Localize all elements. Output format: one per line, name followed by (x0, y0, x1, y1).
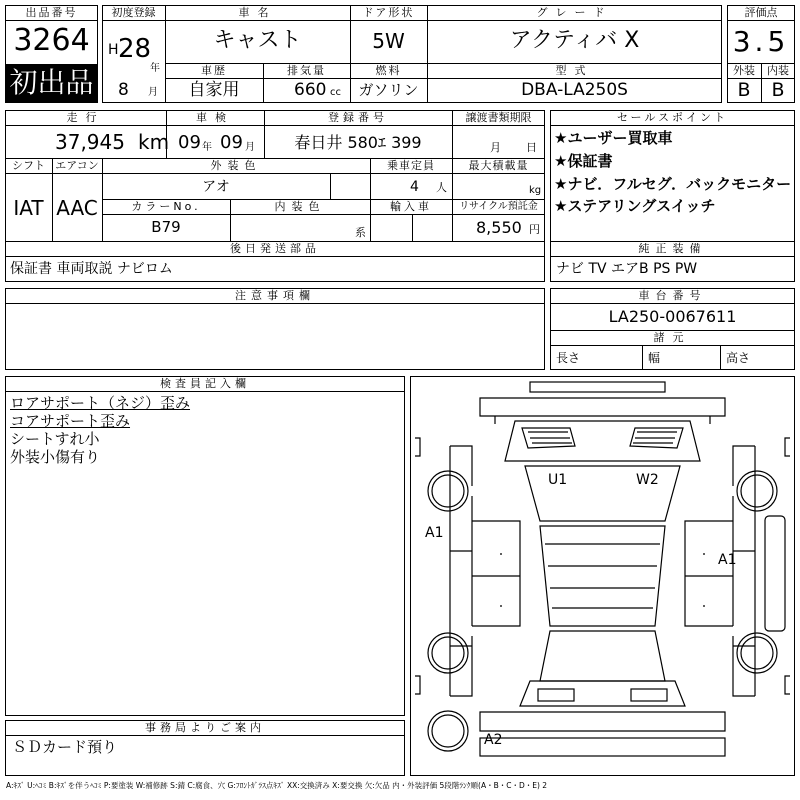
sales-point-3: ★ナビ．フルセグ．バックモニター (554, 175, 792, 193)
capacity-unit: 人 (436, 181, 447, 194)
displacement-label: 排気量 (287, 64, 326, 77)
height-label: 高さ (726, 351, 751, 365)
registration-number: 春日井 580ｴ 399 (294, 133, 422, 152)
sales-point-4: ★ステアリングスイッチ (554, 197, 716, 215)
registration-year-unit: 年 (150, 63, 160, 74)
inspector-note-4: 外装小傷有り (10, 448, 101, 466)
width-label: 幅 (648, 351, 661, 365)
genuine-equipment-label: 純正装備 (638, 242, 707, 255)
import-label: 輸入車 (390, 200, 432, 213)
grade-label: グレード (536, 6, 613, 19)
interior-color-label: 内装色 (274, 200, 326, 213)
inspection-year-unit: 年 (202, 142, 212, 153)
capacity-label: 乗車定員 (387, 159, 435, 172)
exterior-color-label: 外装色 (210, 159, 262, 172)
inspector-note-2: コアサポート歪み (10, 412, 131, 430)
inspection-label: 車検 (196, 111, 234, 124)
fuel: ガソリン (358, 81, 419, 99)
interior-grade: B (771, 79, 785, 101)
color-no-label: カラーNo. (131, 200, 201, 213)
inspection-month: 09 (220, 132, 243, 153)
mileage-label: 走行 (66, 111, 105, 124)
max-load-label: 最大積載量 (468, 159, 529, 172)
lot-number-label: 出品番号 (25, 6, 78, 19)
length-label: 長さ (556, 351, 581, 365)
interior-grade-label: 内装 (767, 64, 789, 77)
damage-mark-a1-left: A1 (425, 525, 444, 541)
inspector-note-3: シートすれ小 (10, 430, 100, 448)
displacement-unit: cc (330, 87, 341, 98)
capacity: 4 (410, 179, 419, 195)
grade: アクティバ X (509, 28, 640, 53)
inspector-notes-label: 検査員記入欄 (160, 377, 250, 390)
color-no: B79 (151, 218, 181, 236)
aircon-label: エアコン (55, 159, 99, 172)
max-load-unit: kg (529, 185, 542, 196)
specs-label: 諸元 (653, 331, 692, 344)
chassis-number-label: 車台番号 (638, 289, 707, 302)
inspection-month-unit: 月 (245, 142, 255, 153)
first-listing-label: 初出品 (9, 66, 94, 99)
score: 3.5 (732, 25, 790, 58)
notes-label: 注意事項欄 (235, 289, 315, 302)
model-code-label: 型式 (555, 64, 594, 77)
shift: IAT (13, 196, 44, 220)
lot-number: 3264 (13, 23, 90, 58)
history: 自家用 (188, 80, 240, 100)
later-items-label: 後日発送部品 (230, 242, 320, 255)
exterior-grade-label: 外装 (733, 64, 755, 77)
history-label: 車歴 (201, 64, 227, 77)
damage-mark-a1-right: A1 (718, 552, 737, 568)
fuel-label: 燃料 (375, 64, 402, 77)
exterior-color: アオ (202, 179, 230, 195)
registration-month-unit: 月 (148, 87, 158, 98)
recycle-deposit-label: リサイクル預託金 (459, 201, 538, 212)
interior-color-suffix: 系 (355, 226, 366, 239)
mileage-unit: km (138, 130, 170, 154)
sales-points-label: セールスポイント (616, 111, 728, 124)
registration-year: 28 (118, 34, 152, 64)
damage-mark-w2: W2 (636, 472, 659, 488)
inspector-note-1: ロアサポート（ネジ）歪み (10, 394, 191, 412)
registration-era: H (108, 42, 119, 58)
damage-mark-u1: U1 (548, 472, 568, 488)
score-label: 評価点 (744, 6, 778, 19)
deadline-month-unit: 月 (490, 141, 501, 154)
chassis-number: LA250-0067611 (608, 307, 737, 326)
mileage: 37,945 (55, 130, 125, 154)
inspection-year: 09 (178, 132, 201, 153)
shift-label: シフト (12, 159, 45, 172)
damage-mark-a2: A2 (484, 732, 503, 748)
car-name-label: 車名 (238, 6, 277, 19)
door-type-label: ドア形状 (362, 6, 415, 19)
recycle-deposit: 8,550 (476, 218, 522, 237)
registration-number-label: 登録番号 (328, 111, 388, 124)
genuine-equipment: ナビ TV エアB PS PW (556, 261, 698, 277)
recycle-unit: 円 (529, 223, 540, 236)
door-type: 5W (372, 29, 405, 53)
sales-point-2: ★保証書 (554, 152, 613, 170)
damage-legend: A:ｷｽﾞ U:ﾍｺﾐ B:ｷｽﾞを伴うﾍｺﾐ P:要塗装 W:補修跡 S:錆 C:腐食、穴 G:ﾌﾛﾝﾄｶﾞﾗｽ点ｷｽﾞ XX:交換済み X:要交換 欠:欠品 内・外装評価 5段階ﾗﾝｸ順(A・B・C・D・E) 2 (6, 781, 548, 790)
first-registration-label: 初度登録 (111, 6, 156, 19)
deadline-day-unit: 日 (526, 141, 537, 154)
aircon: AAC (56, 196, 98, 220)
later-items: 保証書 車両取説 ナビロム (10, 261, 173, 277)
office-notice-label: 事務局よりご案内 (145, 721, 265, 734)
car-body-diagram (410, 376, 795, 776)
exterior-grade: B (737, 79, 751, 101)
model-code: DBA-LA250S (521, 80, 628, 100)
sales-point-1: ★ユーザー買取車 (554, 129, 673, 147)
office-notice: ＳＤカード預り (12, 738, 118, 756)
displacement: 660 (294, 80, 327, 100)
car-name: キャスト (213, 28, 302, 53)
transfer-deadline-label: 譲渡書類期限 (465, 111, 532, 124)
registration-month: 8 (118, 80, 129, 100)
